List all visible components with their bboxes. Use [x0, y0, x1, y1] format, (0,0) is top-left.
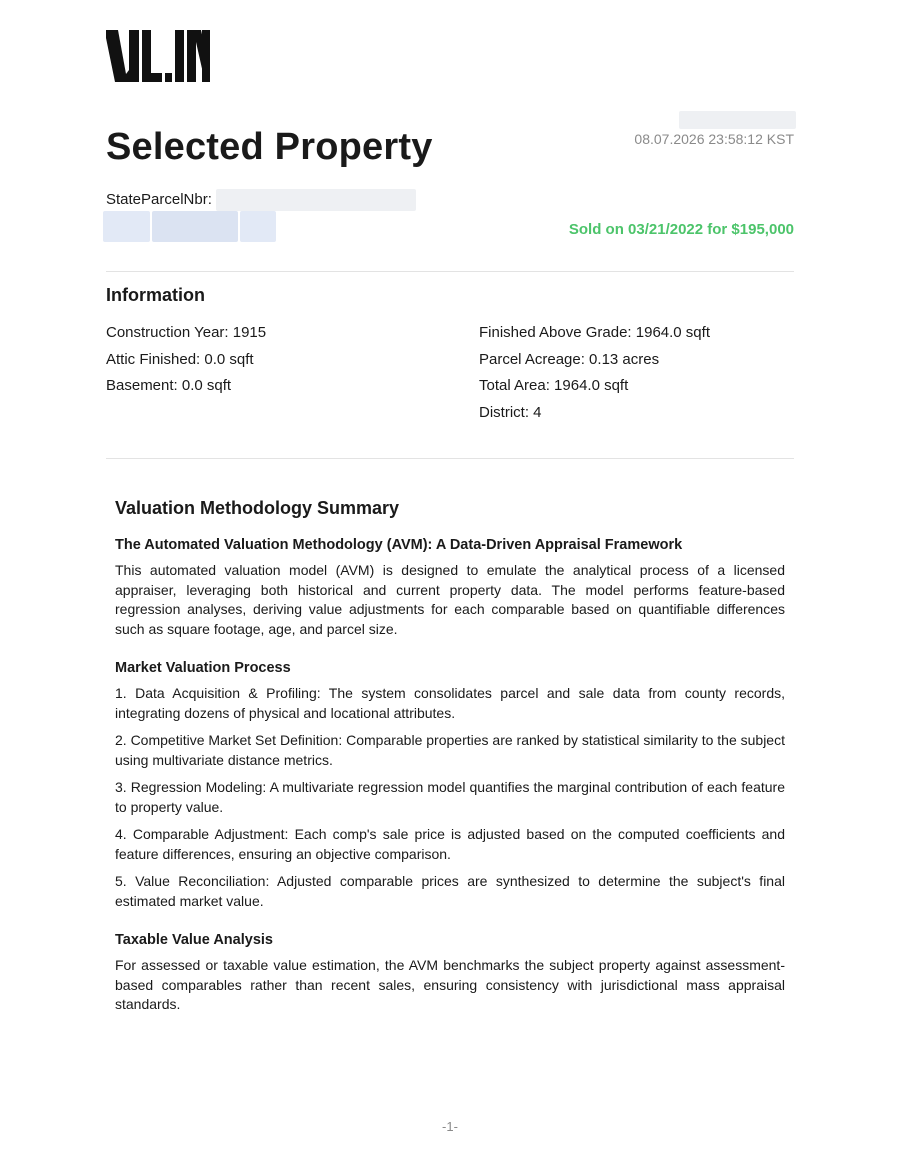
process-steps — [115, 684, 785, 911]
process-step: 5. Value Reconciliation: Adjusted comparable prices are synthesized to determine the subject's final estimated market value. — [115, 873, 785, 909]
process-step: 3. Regression Modeling: A multivariate regression model quantifies the marginal contribution of each feature to property value. — [115, 779, 785, 815]
info-parcel-acreage: Parcel Acreage: 0.13 acres — [479, 350, 660, 368]
redacted-address-part — [152, 211, 238, 242]
info-basement: Basement: 0.0 sqft — [106, 377, 232, 394]
information-heading: Information — [106, 285, 205, 305]
process-step: 1. Data Acquisition & Profiling: The system consolidates parcel and sale data from county records, integrating dozens of physical and locational attributes. — [115, 685, 785, 721]
divider — [106, 271, 794, 272]
report-timestamp: 08.07.2026 23:58:12 KST — [634, 131, 794, 147]
summary-heading: Valuation Methodology Summary — [115, 498, 400, 518]
page-title: Selected Property — [106, 126, 433, 168]
divider — [106, 458, 794, 459]
taxable-title: Taxable Value Analysis — [115, 932, 273, 948]
info-total-area: Total Area: 1964.0 sqft — [479, 377, 629, 394]
company-logo — [106, 30, 210, 82]
sold-status: Sold on 03/21/2022 for $195,000 — [568, 221, 794, 238]
redacted-block — [679, 111, 796, 129]
info-construction-year: Construction Year: 1915 — [106, 324, 267, 341]
redacted-address-part — [103, 211, 150, 242]
redacted-address-part — [240, 211, 276, 242]
parcel-number-label: StateParcelNbr: — [106, 191, 212, 208]
information-left-column — [106, 323, 266, 403]
avm-description: This automated valuation model (AVM) is designed to emulate the analytical process of a licensed appraiser, leveraging both historical and current property data. The model performs feature-based regression analyses, deriving value adjustments for each comparable based on quantifiable differences such as square footage, age, and parcel size. — [115, 562, 785, 637]
valuation-summary — [115, 496, 785, 1015]
redacted-parcel-number — [216, 189, 416, 211]
info-district: District: 4 — [479, 403, 542, 421]
avm-title: The Automated Valuation Methodology (AVM): A Data-Driven Appraisal Framework — [115, 537, 683, 553]
info-finished-above-grade: Finished Above Grade: 1964.0 sqft — [479, 324, 710, 341]
information-right-column — [479, 323, 710, 429]
process-step: 2. Competitive Market Set Definition: Comparable properties are ranked by statistical similarity to the subject using multivariate distance metrics. — [115, 732, 785, 768]
taxable-description: For assessed or taxable value estimation, the AVM benchmarks the subject property against assessment-based comparables rather than recent sales, ensuring consistency with jurisdictional mass appraisal standards. — [115, 957, 785, 1012]
process-step: 4. Comparable Adjustment: Each comp's sale price is adjusted based on the computed coefficients and feature differences, ensuring an objective comparison. — [115, 826, 785, 862]
info-attic-finished: Attic Finished: 0.0 sqft — [106, 350, 254, 368]
process-title: Market Valuation Process — [115, 660, 291, 676]
page-number: -1- — [442, 1119, 458, 1134]
